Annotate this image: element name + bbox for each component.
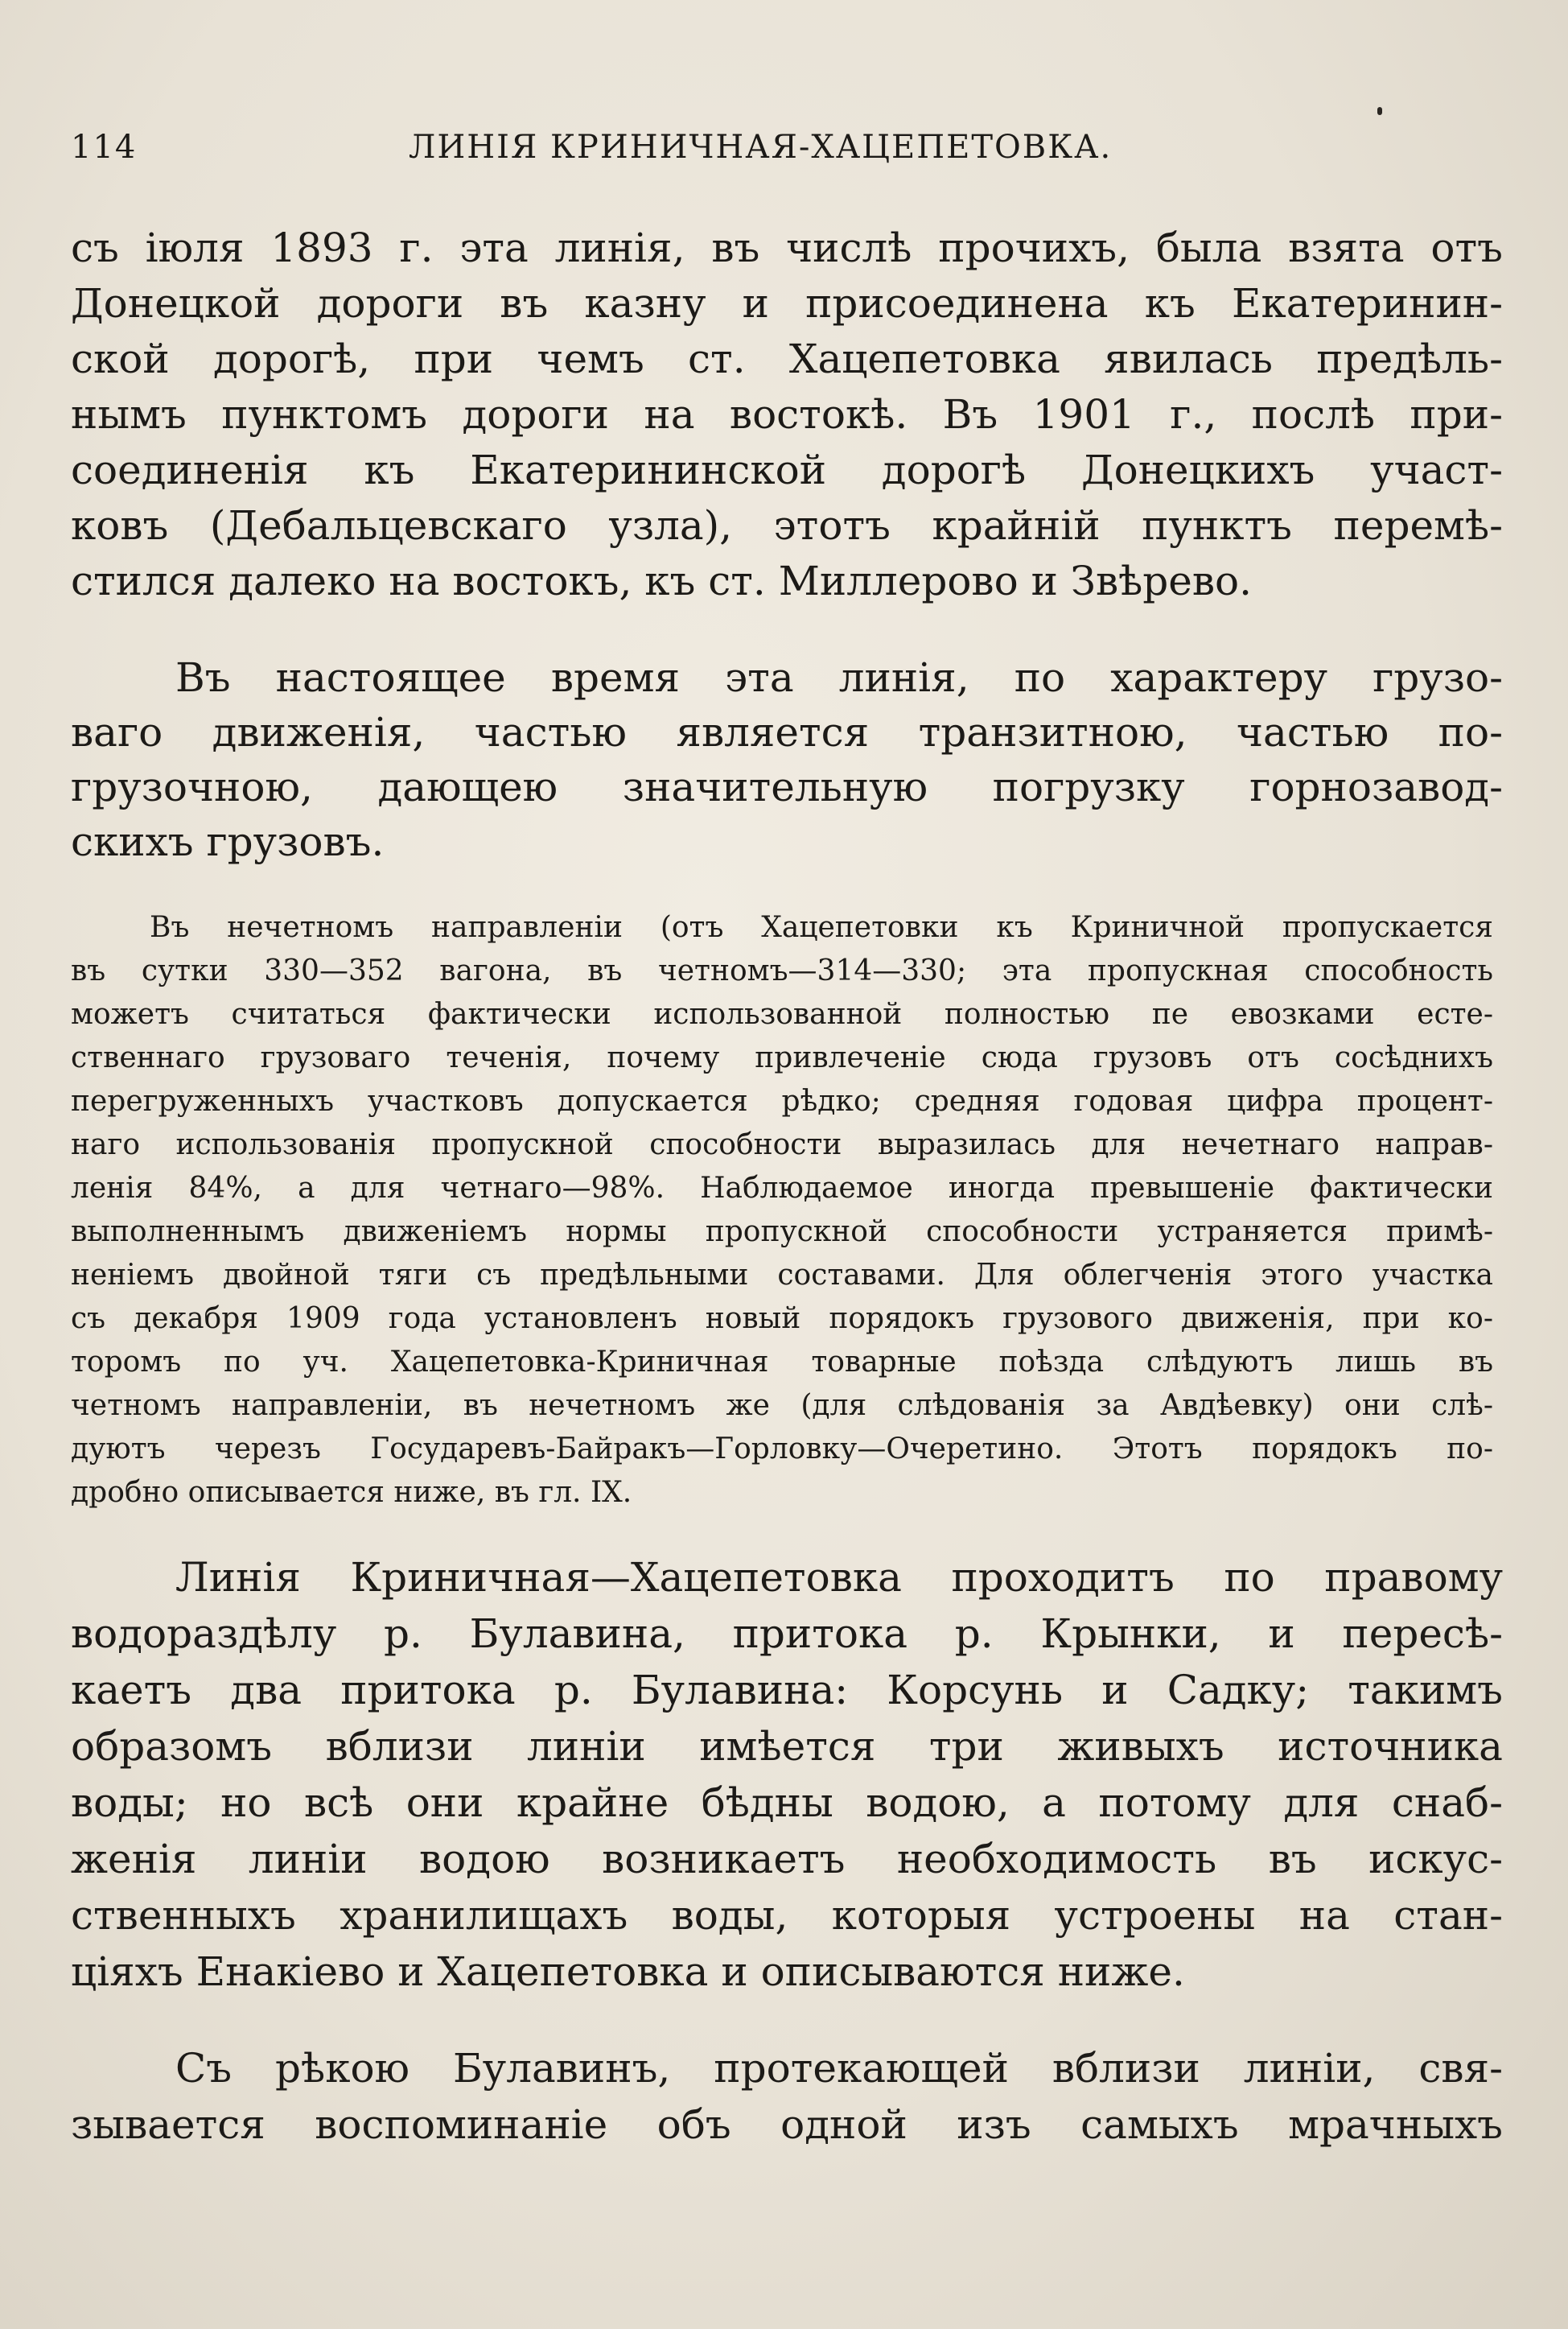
text-line: ціяхъ Енакіево и Хацепетовка и описываются ниже.	[71, 1948, 1185, 1995]
text-line: четномъ направленіи, въ нечетномъ же (для слѣдованія за Авдѣевку) они слѣ-	[71, 1389, 1493, 1422]
text-line: воды; но всѣ они крайне бѣдны водою, а потому для снаб-	[71, 1779, 1503, 1826]
text-line: стился далеко на востокъ, къ ст. Миллерово и Звѣрево.	[71, 558, 1252, 604]
text-line: ленія 84%, а для четнаго—98%. Наблюдаемое иногда превышеніе фактически	[71, 1172, 1493, 1205]
page-number: 114	[71, 129, 138, 166]
text-line: ковъ (Дебальцевскаго узла), этотъ крайній пунктъ перемѣ-	[71, 502, 1503, 549]
text-line: дуютъ черезъ Государевъ-Байракъ—Горловку—Очеретино. Этотъ порядокъ по-	[71, 1432, 1493, 1465]
text-line: соединенія къ Екатерининской дорогѣ Донецкихъ участ-	[71, 447, 1503, 493]
text-line: каетъ два притока р. Булавина: Корсунь и Садку; такимъ	[71, 1667, 1503, 1713]
text-line: Съ рѣкою Булавинъ, протекающей вблизи линіи, свя-	[175, 2045, 1503, 2092]
text-line: грузочною, дающею значительную погрузку горнозавод-	[71, 764, 1503, 810]
text-line: Въ нечетномъ направленіи (отъ Хацепетовки къ Криничной пропускается	[150, 911, 1493, 944]
text-line: перегруженныхъ участковъ допускается рѣдко; средняя годовая цифра процент-	[71, 1085, 1493, 1118]
text-line: съ іюля 1893 г. эта линія, въ числѣ прочихъ, была взята отъ	[71, 225, 1503, 271]
text-line: водораздѣлу р. Булавина, притока р. Крынки, и пересѣ-	[71, 1610, 1503, 1657]
text-line: зывается воспоминаніе объ одной изъ самыхъ мрачныхъ	[71, 2101, 1503, 2148]
text-line: съ декабря 1909 года установленъ новый порядокъ грузового движенія, при ко-	[71, 1302, 1493, 1335]
text-line: Въ настоящее время эта линія, по характеру грузо-	[175, 654, 1503, 701]
text-line: ваго движенія, частью является транзитною, частью по-	[71, 709, 1503, 756]
text-line: Линія Криничная—Хацепетовка проходитъ по правому	[175, 1554, 1503, 1601]
text-line: скихъ грузовъ.	[71, 818, 385, 865]
text-line: ской дорогѣ, при чемъ ст. Хацепетовка явилась предѣль-	[71, 336, 1503, 382]
ink-speck	[1377, 107, 1382, 115]
text-line: можетъ считаться фактически использованной полностью пе евозками есте-	[71, 998, 1493, 1031]
text-line: неніемъ двойной тяги съ предѣльными составами. Для облегченія этого участка	[71, 1259, 1493, 1292]
running-title: ЛИНІЯ КРИНИЧНАЯ-ХАЦЕПЕТОВКА.	[409, 129, 1113, 166]
text-line: ственнаго грузоваго теченія, почему привлеченіе сюда грузовъ отъ сосѣднихъ	[71, 1041, 1493, 1074]
text-line: дробно описывается ниже, въ гл. IX.	[71, 1476, 632, 1509]
text-line: выполненнымъ движеніемъ нормы пропускной способности устраняется примѣ-	[71, 1215, 1493, 1248]
text-line: наго использованія пропускной способности выразилась для нечетнаго направ-	[71, 1128, 1493, 1161]
text-line: женія линіи водою возникаетъ необходимость въ искус-	[71, 1836, 1503, 1882]
text-line: ственныхъ хранилищахъ воды, которыя устроены на стан-	[71, 1892, 1503, 1939]
text-line: въ сутки 330—352 вагона, въ четномъ—314—330; эта пропускная способность	[71, 954, 1493, 987]
text-line: торомъ по уч. Хацепетовка-Криничная товарные поѣзда слѣдуютъ лишь въ	[71, 1346, 1493, 1379]
text-line: образомъ вблизи линіи имѣется три живыхъ источника	[71, 1723, 1503, 1770]
text-line: Донецкой дороги въ казну и присоединена къ Екатеринин-	[71, 280, 1503, 327]
text-line: нымъ пунктомъ дороги на востокѣ. Въ 1901 г., послѣ при-	[71, 391, 1503, 438]
